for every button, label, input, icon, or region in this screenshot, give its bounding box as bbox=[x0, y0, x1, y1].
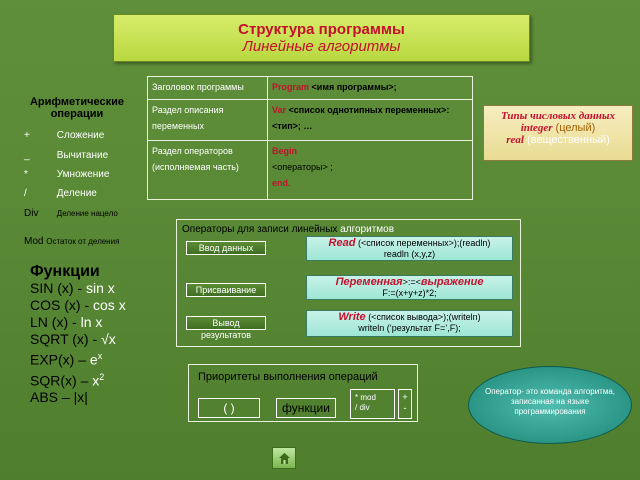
function-sep: - bbox=[84, 297, 90, 313]
read-syntax-box bbox=[306, 236, 513, 261]
keyword-end: end. bbox=[272, 178, 291, 189]
structure-code bbox=[268, 100, 473, 141]
home-button[interactable] bbox=[272, 447, 296, 469]
function-math: sin x bbox=[86, 280, 115, 296]
function-name: SQR(x) bbox=[30, 372, 77, 389]
arith-op-add bbox=[24, 130, 104, 141]
op-symbol: + bbox=[24, 130, 30, 141]
keyword-read: Read bbox=[328, 237, 356, 249]
keyword-begin: Begin bbox=[272, 146, 298, 157]
program-name-placeholder: <имя программы>; bbox=[311, 82, 397, 92]
structure-label: Раздел операторов (исполняемая часть) bbox=[148, 141, 268, 200]
function-row bbox=[30, 314, 126, 331]
program-structure-table bbox=[147, 76, 473, 200]
function-math: |x| bbox=[73, 389, 88, 406]
op-label: Умножение bbox=[56, 169, 110, 180]
function-sep: – bbox=[61, 389, 70, 406]
assign-button[interactable]: Присваивание bbox=[186, 283, 266, 297]
read-example: readln (x,y,z) bbox=[383, 249, 436, 259]
function-sep: - bbox=[77, 280, 83, 296]
priority-plusminus bbox=[398, 389, 412, 419]
op-label: Остаток от деления bbox=[46, 237, 120, 246]
arithmetic-title: Арифметические операции bbox=[29, 96, 125, 120]
function-name: COS (x) bbox=[30, 297, 81, 313]
op-label: Вычитание bbox=[56, 150, 109, 161]
function-name: ABS bbox=[30, 389, 59, 406]
numeric-types-box bbox=[483, 105, 633, 161]
priority-plus: + bbox=[402, 392, 408, 402]
function-math: x bbox=[92, 372, 100, 389]
arith-op-sub bbox=[24, 150, 108, 161]
operators-placeholder: <операторы> ; bbox=[272, 162, 333, 173]
arith-op-div bbox=[24, 188, 97, 199]
priority-functions: функции bbox=[276, 398, 336, 418]
assign-op: >:=< bbox=[402, 277, 421, 287]
op-label: Сложение bbox=[56, 130, 105, 141]
write-example: writeln (‘результат F=’,F); bbox=[358, 323, 461, 333]
function-row bbox=[30, 280, 126, 297]
write-syntax: (<список вывода>);(writeln) bbox=[368, 312, 481, 322]
assign-syntax-box bbox=[306, 275, 513, 300]
priority-title: Приоритеты выполнения операций bbox=[198, 371, 378, 383]
input-data-button[interactable]: Ввод данных bbox=[186, 241, 266, 255]
structure-label: Заголовок программы bbox=[148, 77, 268, 100]
var-placeholder: <список однотипных переменных>:<тип>; … bbox=[272, 105, 450, 132]
type-keyword: integer bbox=[520, 122, 553, 134]
op-label: Деление bbox=[56, 188, 97, 199]
type-real bbox=[484, 134, 632, 146]
output-results-button[interactable]: Вывод результатов bbox=[186, 316, 266, 330]
keyword-write: Write bbox=[338, 311, 366, 323]
function-row bbox=[30, 348, 126, 369]
page-title: Структура программы bbox=[238, 21, 405, 38]
type-desc: (вещественный) bbox=[527, 134, 610, 146]
function-name: LN (x) bbox=[30, 314, 69, 330]
types-title: Типы числовых данных bbox=[500, 110, 616, 122]
function-math: ln x bbox=[80, 314, 103, 330]
op-symbol: _ bbox=[24, 150, 30, 161]
functions-block bbox=[30, 263, 126, 406]
op-symbol: Div bbox=[24, 208, 39, 219]
function-name: EXP(x) bbox=[30, 351, 75, 368]
operators-title-line1: Операторы для записи линейных bbox=[182, 224, 338, 235]
priority-muldiv-line: * mod bbox=[355, 393, 376, 402]
op-label: Деление нацело bbox=[56, 209, 118, 218]
title-banner bbox=[113, 14, 530, 62]
function-row bbox=[30, 331, 126, 348]
structure-code bbox=[268, 141, 473, 200]
function-math: √x bbox=[101, 331, 116, 347]
write-syntax-box bbox=[306, 310, 513, 337]
function-sep: – bbox=[78, 351, 87, 368]
function-row bbox=[30, 389, 126, 406]
function-sep: - bbox=[72, 314, 77, 330]
function-row bbox=[30, 297, 126, 314]
table-row bbox=[148, 77, 473, 100]
type-integer bbox=[484, 122, 632, 134]
function-sup: 2 bbox=[99, 371, 105, 382]
op-symbol: / bbox=[24, 188, 27, 199]
operators-title-line2: алгоритмов bbox=[340, 224, 395, 235]
function-sup: x bbox=[97, 351, 103, 361]
arith-op-intdiv bbox=[24, 208, 118, 219]
op-symbol: Mod bbox=[24, 236, 44, 247]
structure-label: Раздел описания переменных bbox=[148, 100, 268, 141]
priority-muldiv bbox=[350, 389, 395, 419]
function-name: SIN (x) bbox=[30, 280, 74, 296]
keyword-expression: выражение bbox=[420, 276, 484, 288]
arith-op-mul bbox=[24, 169, 109, 180]
functions-title: Функции bbox=[30, 263, 100, 280]
function-row bbox=[30, 369, 126, 390]
operator-definition: Оператор- это команда алгоритма, записанная на языке программирования bbox=[468, 366, 632, 444]
keyword-var: Var bbox=[272, 105, 287, 116]
keyword-program: Program bbox=[272, 82, 310, 92]
function-math: e bbox=[89, 351, 98, 368]
table-row bbox=[148, 141, 473, 200]
priority-muldiv-line: / div bbox=[355, 403, 370, 412]
keyword-variable: Переменная bbox=[335, 276, 403, 288]
table-row bbox=[148, 100, 473, 141]
function-sep: – bbox=[80, 372, 89, 389]
priority-minus: - bbox=[403, 403, 407, 413]
assign-example: F:=(x+y+z)*2; bbox=[382, 288, 437, 298]
read-syntax: (<список переменных>);(readln) bbox=[357, 238, 491, 248]
operators-title bbox=[182, 224, 394, 235]
function-math: cos x bbox=[93, 297, 126, 313]
function-name: SQRT (x) bbox=[30, 331, 89, 347]
home-icon bbox=[279, 453, 290, 464]
structure-code bbox=[268, 77, 473, 100]
priority-parens: ( ) bbox=[198, 398, 260, 418]
function-sep: - bbox=[92, 331, 98, 347]
arith-op-mod bbox=[24, 236, 119, 247]
type-desc: (целый) bbox=[555, 122, 596, 134]
op-symbol: * bbox=[24, 169, 28, 180]
type-keyword: real bbox=[506, 134, 524, 146]
page-subtitle: Линейные алгоритмы bbox=[242, 38, 401, 55]
